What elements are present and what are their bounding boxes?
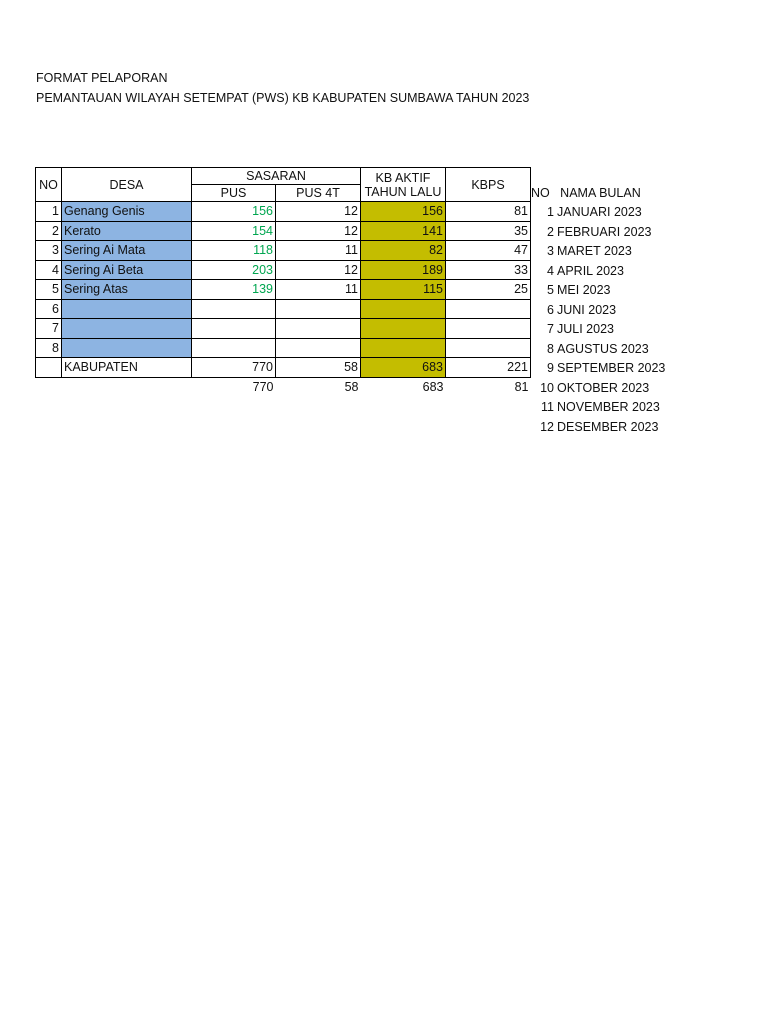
row-kb-aktif[interactable]: 156 <box>361 202 446 222</box>
month-header-no: NO <box>531 186 550 200</box>
row-no: 5 <box>36 280 62 300</box>
row-desa[interactable] <box>62 319 192 339</box>
header-pus4t: PUS 4T <box>276 185 361 202</box>
row-no: 1 <box>36 202 62 222</box>
row-kbps[interactable]: 35 <box>446 221 531 241</box>
month-name: DESEMBER 2023 <box>557 419 659 434</box>
month-item <box>531 398 665 418</box>
row-no: 2 <box>36 221 62 241</box>
month-header-name: NAMA BULAN <box>560 186 641 200</box>
total-kbps[interactable]: 221 <box>446 358 531 378</box>
month-list <box>531 184 665 437</box>
month-name: NOVEMBER 2023 <box>557 400 660 414</box>
total-no-cell[interactable] <box>36 358 62 378</box>
extra-pus: 770 <box>252 379 274 394</box>
table-row <box>36 221 531 241</box>
row-pus[interactable] <box>192 299 276 319</box>
row-kbps[interactable]: 33 <box>446 260 531 280</box>
month-item <box>531 379 665 399</box>
row-kbps[interactable] <box>446 299 531 319</box>
month-number: 3 <box>547 244 554 258</box>
total-pus[interactable]: 770 <box>192 358 276 378</box>
month-number: 10 <box>540 380 554 395</box>
row-pus4t[interactable]: 11 <box>276 241 361 261</box>
row-pus[interactable]: 118 <box>192 241 276 261</box>
month-number: 9 <box>547 361 554 375</box>
row-pus4t[interactable]: 11 <box>276 280 361 300</box>
row-desa[interactable]: Sering Atas <box>62 280 192 300</box>
pws-table <box>35 167 531 396</box>
table-row <box>36 338 531 358</box>
month-number: 6 <box>547 302 554 317</box>
row-no: 6 <box>36 299 62 319</box>
month-item <box>531 242 665 262</box>
extra-empty-no <box>36 377 62 396</box>
row-pus[interactable] <box>192 338 276 358</box>
month-number: 4 <box>547 263 554 278</box>
month-name: FEBRUARI 2023 <box>557 224 652 239</box>
report-title: FORMAT PELAPORAN <box>36 71 168 85</box>
month-item <box>531 320 665 340</box>
month-item <box>531 418 665 438</box>
row-kbps[interactable]: 25 <box>446 280 531 300</box>
month-item <box>531 281 665 301</box>
row-kb-aktif[interactable]: 82 <box>361 241 446 261</box>
row-kb-aktif[interactable]: 141 <box>361 221 446 241</box>
month-name: SEPTEMBER 2023 <box>557 361 666 375</box>
month-item <box>531 203 665 223</box>
month-name: MEI 2023 <box>557 283 611 297</box>
month-number: 12 <box>540 419 554 434</box>
table-row <box>36 299 531 319</box>
header-desa: DESA <box>62 168 192 202</box>
row-desa[interactable]: Kerato <box>62 221 192 241</box>
row-kbps[interactable]: 47 <box>446 241 531 261</box>
month-item <box>531 301 665 321</box>
month-name: JUNI 2023 <box>557 302 617 317</box>
month-number: 5 <box>547 283 554 297</box>
total-row <box>36 358 531 378</box>
month-name: MARET 2023 <box>557 244 632 258</box>
extra-kbps: 81 <box>514 379 529 394</box>
row-pus4t[interactable]: 12 <box>276 202 361 222</box>
header-no: NO <box>36 168 62 202</box>
row-pus[interactable]: 139 <box>192 280 276 300</box>
month-name: JULI 2023 <box>557 322 614 336</box>
table-row <box>36 319 531 339</box>
table-row <box>36 202 531 222</box>
extra-kb-aktif: 683 <box>422 379 444 394</box>
row-kbps[interactable] <box>446 338 531 358</box>
month-number: 2 <box>547 224 554 239</box>
row-kbps[interactable]: 81 <box>446 202 531 222</box>
header-kb-aktif <box>361 168 446 202</box>
header-kb-aktif-line1: KB AKTIF <box>375 170 431 185</box>
month-number: 1 <box>547 205 554 219</box>
month-item <box>531 262 665 282</box>
month-name: APRIL 2023 <box>557 263 624 278</box>
month-name: AGUSTUS 2023 <box>557 341 649 356</box>
month-name: OKTOBER 2023 <box>557 380 650 395</box>
month-number: 8 <box>547 341 554 356</box>
row-kb-aktif[interactable] <box>361 338 446 358</box>
extra-row <box>36 377 531 396</box>
row-desa[interactable]: Genang Genis <box>62 202 192 222</box>
row-pus4t[interactable] <box>276 299 361 319</box>
month-number: 7 <box>547 322 554 336</box>
row-desa[interactable] <box>62 338 192 358</box>
header-kb-aktif-line2: TAHUN LALU <box>364 184 442 199</box>
row-pus[interactable]: 154 <box>192 221 276 241</box>
month-item <box>531 223 665 243</box>
row-no: 4 <box>36 260 62 280</box>
month-list-header <box>531 184 665 203</box>
extra-pus4t: 58 <box>344 379 359 394</box>
row-desa[interactable]: Sering Ai Beta <box>62 260 192 280</box>
report-subtitle: PEMANTAUAN WILAYAH SETEMPAT (PWS) KB KABUPATEN SUMBAWA TAHUN 2023 <box>36 91 530 105</box>
total-pus4t[interactable]: 58 <box>276 358 361 378</box>
month-item <box>531 359 665 379</box>
row-kb-aktif[interactable] <box>361 299 446 319</box>
table-row <box>36 280 531 300</box>
row-pus4t[interactable]: 12 <box>276 260 361 280</box>
row-pus[interactable] <box>192 319 276 339</box>
month-item <box>531 340 665 360</box>
row-no: 3 <box>36 241 62 261</box>
row-pus[interactable]: 203 <box>192 260 276 280</box>
table-row <box>36 260 531 280</box>
row-pus[interactable]: 156 <box>192 202 276 222</box>
row-pus4t[interactable]: 12 <box>276 221 361 241</box>
row-pus4t[interactable] <box>276 338 361 358</box>
row-pus4t[interactable] <box>276 319 361 339</box>
row-kb-aktif[interactable]: 115 <box>361 280 446 300</box>
month-number: 11 <box>541 400 554 414</box>
extra-empty-desa <box>62 377 192 396</box>
month-name: JANUARI 2023 <box>557 205 642 219</box>
header-sasaran: SASARAN <box>192 168 361 185</box>
row-desa[interactable] <box>62 299 192 319</box>
row-kbps[interactable] <box>446 319 531 339</box>
row-kb-aktif[interactable]: 189 <box>361 260 446 280</box>
row-no: 8 <box>36 338 62 358</box>
total-kb-aktif[interactable]: 683 <box>361 358 446 378</box>
header-pus: PUS <box>192 185 276 202</box>
row-desa[interactable]: Sering Ai Mata <box>62 241 192 261</box>
header-kbps: KBPS <box>446 168 531 202</box>
row-kb-aktif[interactable] <box>361 319 446 339</box>
table-row <box>36 241 531 261</box>
row-no: 7 <box>36 319 62 339</box>
total-label: KABUPATEN <box>62 358 192 378</box>
